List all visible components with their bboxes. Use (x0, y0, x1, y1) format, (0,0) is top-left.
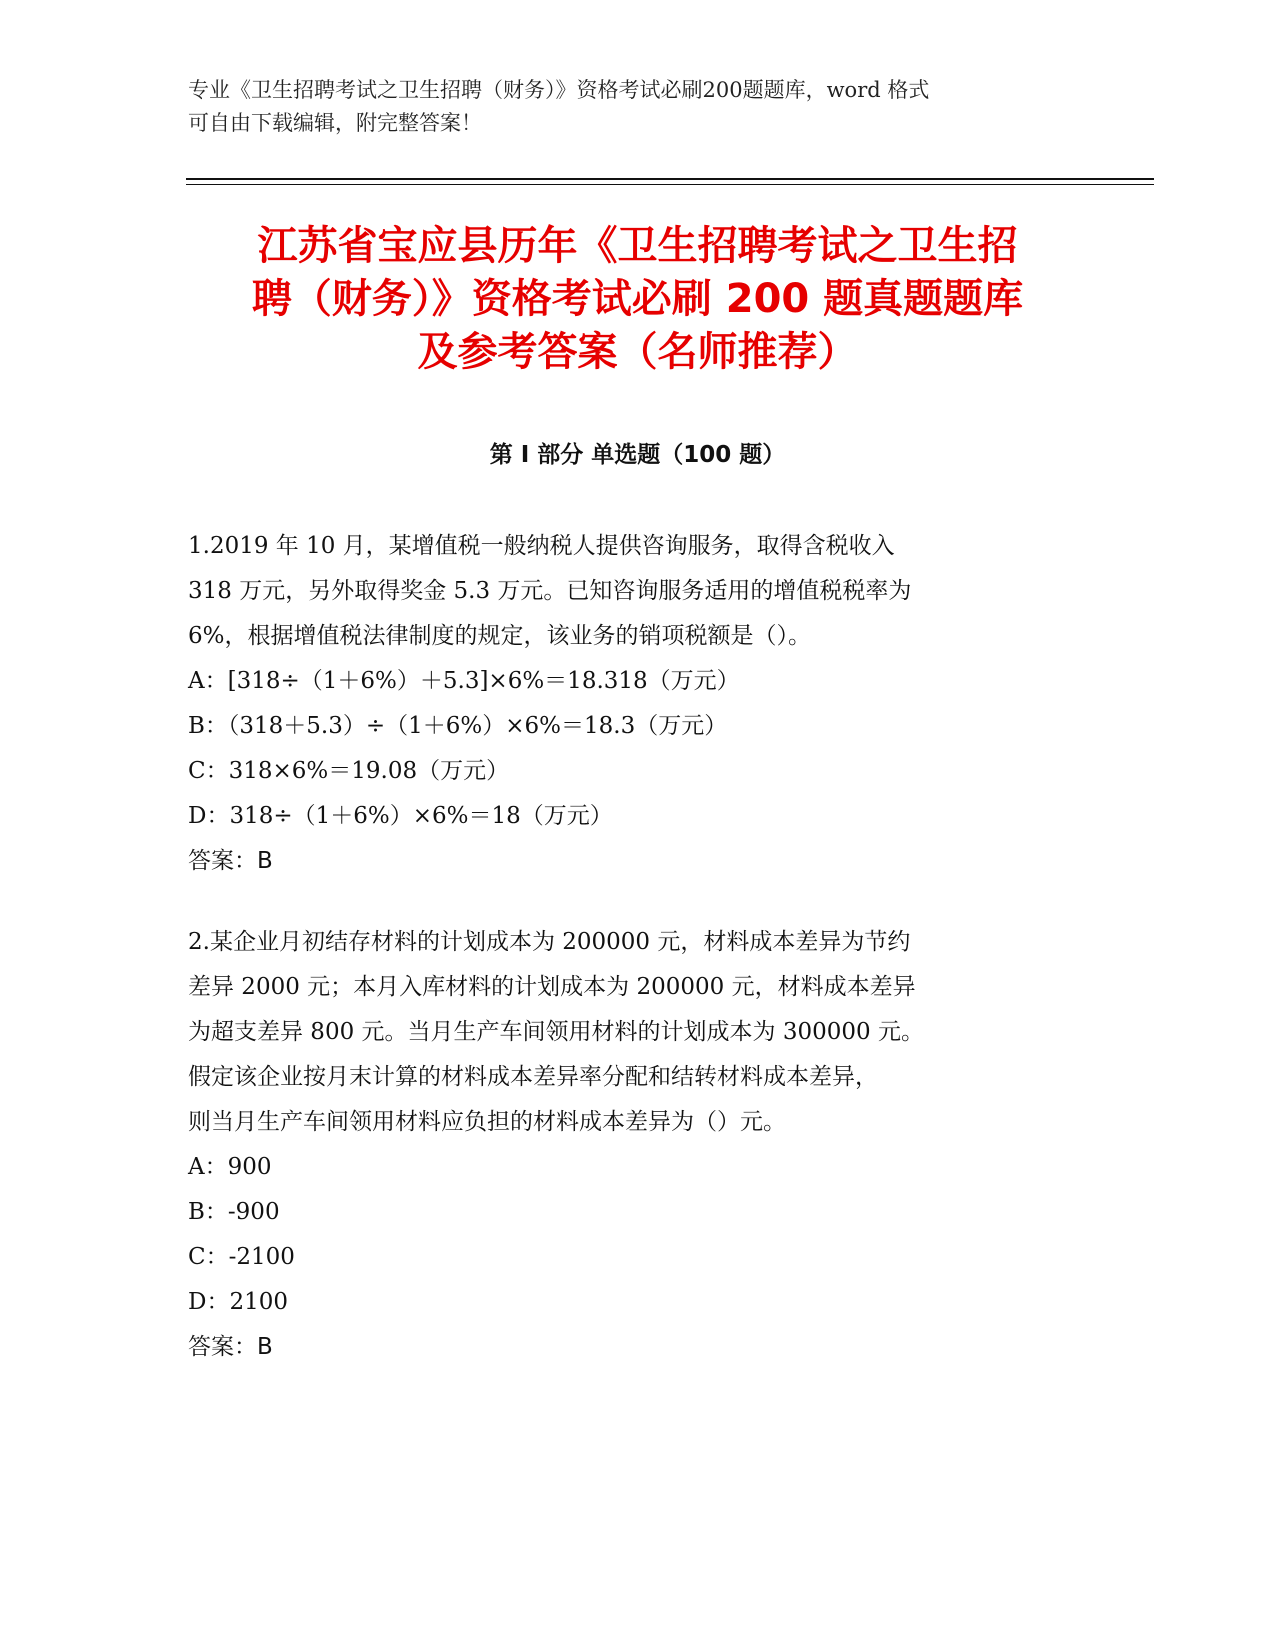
option-c: C：318×6%＝19.08（万元） (188, 758, 510, 784)
header-note-line: 可自由下载编辑，附完整答案！ (188, 111, 482, 135)
option-b: B：（318＋5.3）÷（1＋6%）×6%＝18.3（万元） (188, 713, 728, 739)
option-d: D：2100 (188, 1289, 288, 1315)
header-note-line: 专业《卫生招聘考试之卫生招聘（财务）》资格考试必刷200题题库，word 格式 (188, 78, 930, 102)
question-stem-line: 2.某企业月初结存材料的计划成本为 200000 元，材料成本差异为节约 (188, 929, 911, 955)
header-rule-thick (186, 178, 1154, 180)
option-a: A：900 (188, 1154, 272, 1180)
title-line: 江苏省宝应县历年《卫生招聘考试之卫生招 (257, 223, 1018, 269)
answer: 答案：B (188, 848, 273, 874)
question-1 (188, 524, 1088, 884)
question-stem-line: 差异 2000 元；本月入库材料的计划成本为 200000 元，材料成本差异 (188, 974, 916, 1000)
option-b: B：-900 (188, 1199, 280, 1225)
question-stem-line: 6%，根据增值税法律制度的规定，该业务的销项税额是（）。 (188, 623, 811, 649)
question-stem-line: 为超支差异 800 元。当月生产车间领用材料的计划成本为 300000 元。 (188, 1019, 924, 1045)
question-stem-line: 1.2019 年 10 月，某增值税一般纳税人提供咨询服务，取得含税收入 (188, 533, 895, 559)
option-d: D：318÷（1＋6%）×6%＝18（万元） (188, 803, 613, 829)
question-stem-line: 假定该企业按月末计算的材料成本差异率分配和结转材料成本差异， (188, 1064, 878, 1090)
option-a: A：[318÷（1＋6%）＋5.3]×6%＝18.318（万元） (188, 668, 740, 694)
question-stem-line: 则当月生产车间领用材料应负担的材料成本差异为（）元。 (188, 1109, 786, 1135)
title-line: 聘（财务）》资格考试必刷 200 题真题题库 (251, 276, 1024, 322)
section-title: 第 I 部分 单选题（100 题） (489, 442, 786, 468)
question-stem-line: 318 万元，另外取得奖金 5.3 万元。已知咨询服务适用的增值税税率为 (188, 578, 912, 604)
question-2 (188, 920, 1088, 1370)
option-c: C：-2100 (188, 1244, 295, 1270)
answer: 答案：B (188, 1334, 273, 1360)
document-title (150, 220, 1125, 379)
header-rule-thin (186, 184, 1154, 185)
title-line: 及参考答案（名师推荐） (417, 329, 858, 375)
header-note (188, 74, 1068, 140)
